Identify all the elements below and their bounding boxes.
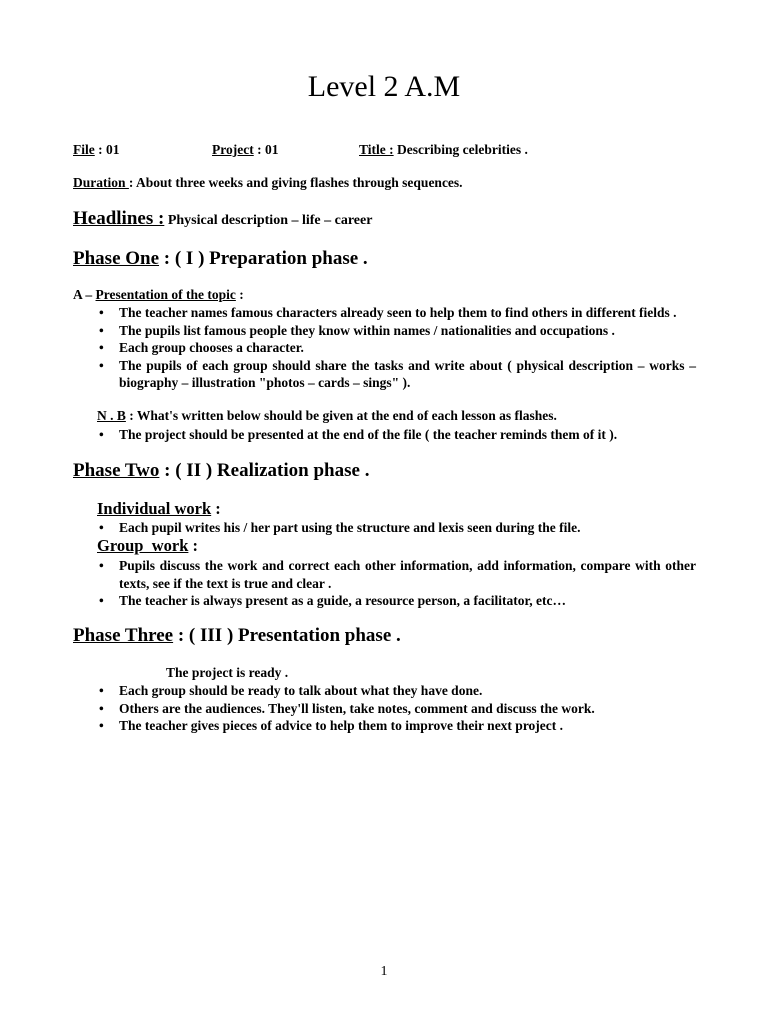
phase-one-text: : ( I ) Preparation phase . [159,248,368,269]
phase-three-list [96,682,696,735]
list-item: • The pupils list famous people they know within names / nationalities and occupations . [96,322,696,340]
individual-work-suffix: : [211,499,221,518]
project-label: Project [212,142,254,157]
page-number: 1 [380,964,388,979]
list-item: • The teacher is always present as a guide, a resource person, a facilitator, etc… [96,592,696,610]
individual-work-label: Individual work [97,499,212,518]
phase-two-text: : ( II ) Realization phase . [159,460,370,481]
note-line [97,408,557,424]
group-work-list [96,557,696,610]
list-item: • The pupils of each group should share the tasks and write about ( physical description – works – biography – illustration "photos – cards – sings" ). [96,357,696,392]
group-work-heading [97,536,198,556]
group-work-label: Group work [97,536,189,555]
group-work-suffix: : [188,536,199,555]
presentation-topic-heading [73,287,244,303]
note-text: : What's written below should be given at the end of each lesson as flashes. [125,408,557,423]
list-item: • The teacher gives pieces of advice to help them to improve their next project . [96,717,696,735]
list-item: • Each group chooses a character. [96,339,696,357]
list-item: • Each group should be ready to talk about what they have done. [96,682,696,700]
title-field [359,142,528,158]
phase-three-text: : ( III ) Presentation phase . [173,625,401,646]
headlines-line [73,208,372,230]
page-title: Level 2 A.M [307,70,461,103]
list-item: • The project should be presented at the end of the file ( the teacher reminds them of it ). [96,426,696,444]
phase-one-heading [73,248,368,270]
duration-label: Duration [73,175,129,190]
file-field [73,142,120,158]
presentation-topic-label: Presentation of the topic [95,287,236,302]
file-value: : 01 [94,142,120,157]
title-value: Describing celebrities . [393,142,528,157]
project-field [212,142,278,158]
list-item: • Each pupil writes his / her part using the structure and lexis seen during the file. [96,519,696,537]
phase-two-label: Phase Two [73,460,160,481]
phase-two-heading [73,460,369,482]
phase-one-list [96,304,696,392]
duration-text: : About three weeks and giving flashes through sequences. [128,175,463,190]
file-label: File [73,142,95,157]
headlines-text: Physical description – life – career [164,213,373,228]
phase-three-label: Phase Three [73,625,174,646]
headlines-label: Headlines : [73,208,165,229]
presentation-topic-suffix: : [235,287,244,302]
individual-work-list [96,519,696,537]
phase-one-label: Phase One [73,248,160,269]
project-ready-line: The project is ready . [166,665,289,680]
list-item: • Others are the audiences. They'll listen, take notes, comment and discuss the work. [96,700,696,718]
project-value: : 01 [253,142,279,157]
list-item: • Pupils discuss the work and correct each other information, add information, compare with other texts, see if the text is true and clear . [96,557,696,592]
phase-three-heading [73,625,401,647]
duration-line [73,175,463,191]
presentation-topic-prefix: A – [73,287,96,302]
individual-work-heading [97,499,221,519]
title-label: Title : [359,142,394,157]
phase-one-list-after [96,426,696,444]
note-label: N . B [97,408,126,423]
list-item: • The teacher names famous characters already seen to help them to find others in different fields . [96,304,696,322]
